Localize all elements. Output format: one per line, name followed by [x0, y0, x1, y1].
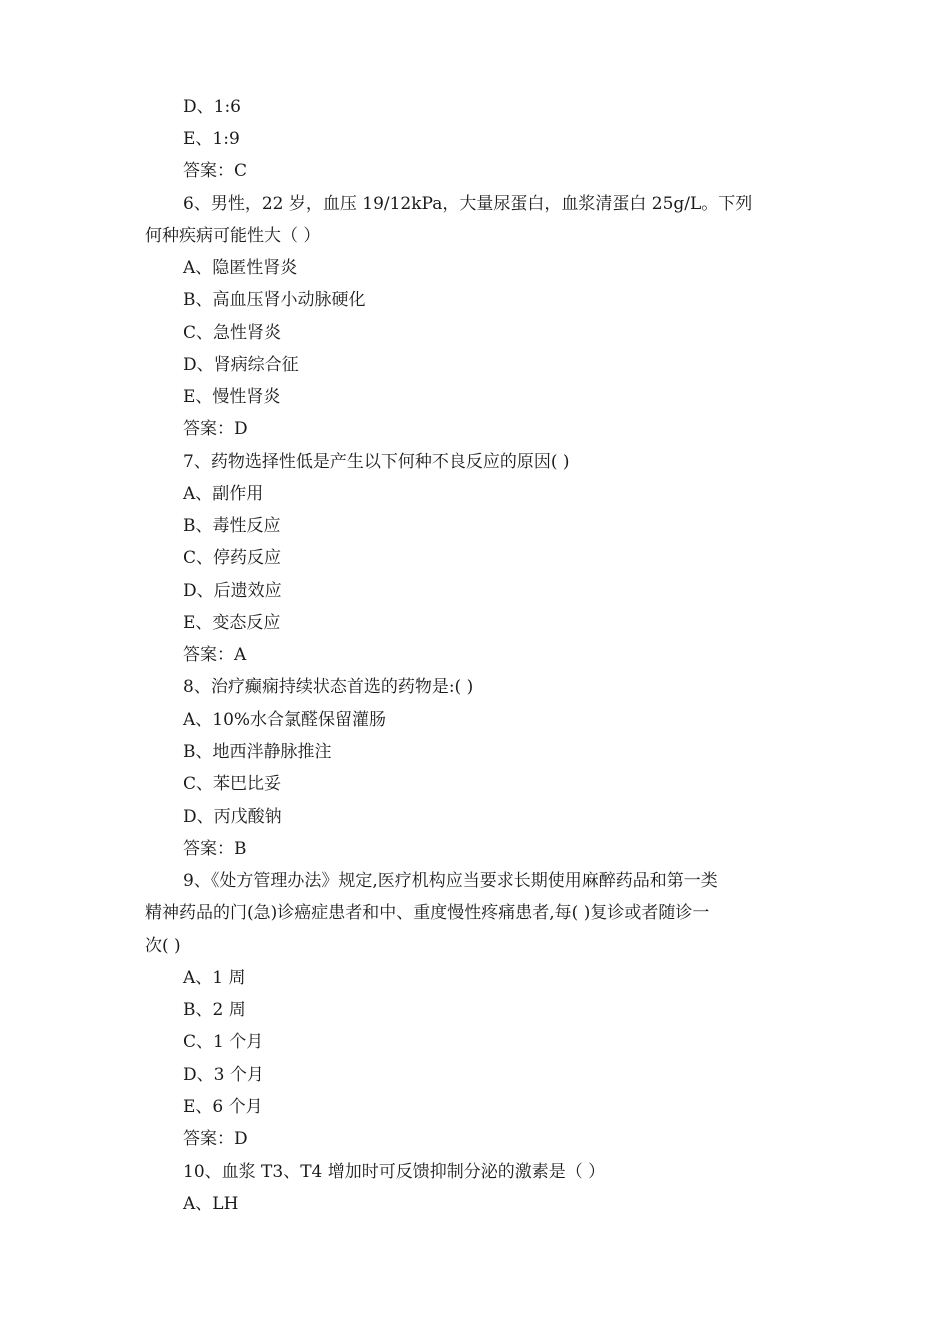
- option-q9-a: A、1 周: [183, 968, 246, 988]
- answer-q6: 答案：D: [183, 419, 248, 439]
- option-q6-b: B、高血压肾小动脉硬化: [183, 290, 366, 310]
- option-q6-a: A、隐匿性肾炎: [183, 258, 298, 278]
- question-8: 8、治疗癫痫持续状态首选的药物是:( ): [183, 677, 474, 697]
- question-6-line-1: 6、男性，22 岁，血压 19/12kPa，大量尿蛋白，血浆清蛋白 25g/L。下列: [183, 194, 753, 214]
- option-q6-d: D、肾病综合征: [183, 355, 299, 375]
- question-6-line-2: 何种疾病可能性大（ ）: [145, 226, 321, 246]
- option-q10-a: A、LH: [183, 1194, 239, 1214]
- option-q7-c: C、停药反应: [183, 548, 282, 568]
- option-q6-c: C、急性肾炎: [183, 323, 282, 343]
- answer-q8: 答案：B: [183, 839, 247, 859]
- option-q9-c: C、1 个月: [183, 1032, 264, 1052]
- option-q9-e: E、6 个月: [183, 1097, 263, 1117]
- answer-q9: 答案：D: [183, 1129, 248, 1149]
- option-q7-a: A、副作用: [183, 484, 264, 504]
- option-q8-c: C、苯巴比妥: [183, 774, 282, 794]
- option-q8-b: B、地西泮静脉推注: [183, 742, 332, 762]
- option-q7-b: B、毒性反应: [183, 516, 281, 536]
- question-9-line-3: 次( ): [145, 936, 181, 956]
- question-9-line-2: 精神药品的门(急)诊癌症患者和中、重度慢性疼痛患者,每( )复诊或者随诊一: [145, 903, 710, 923]
- option-q7-e: E、变态反应: [183, 613, 281, 633]
- option-q7-d: D、后遗效应: [183, 581, 282, 601]
- option-q9-b: B、2 周: [183, 1000, 246, 1020]
- option-q8-a: A、10%水合氯醛保留灌肠: [183, 710, 387, 730]
- answer-q5: 答案：C: [183, 161, 248, 181]
- option-q8-d: D、丙戊酸钠: [183, 807, 282, 827]
- option-q6-e: E、慢性肾炎: [183, 387, 281, 407]
- option-q5-d: D、1:6: [183, 97, 241, 117]
- question-9-line-1: 9、《处方管理办法》规定,医疗机构应当要求长期使用麻醉药品和第一类: [183, 871, 718, 891]
- option-q9-d: D、3 个月: [183, 1065, 264, 1085]
- question-10: 10、血浆 T3、T4 增加时可反馈抑制分泌的激素是（ ）: [183, 1162, 606, 1182]
- question-7: 7、药物选择性低是产生以下何种不良反应的原因( ): [183, 452, 570, 472]
- option-q5-e: E、1:9: [183, 129, 240, 149]
- answer-q7: 答案：A: [183, 645, 247, 665]
